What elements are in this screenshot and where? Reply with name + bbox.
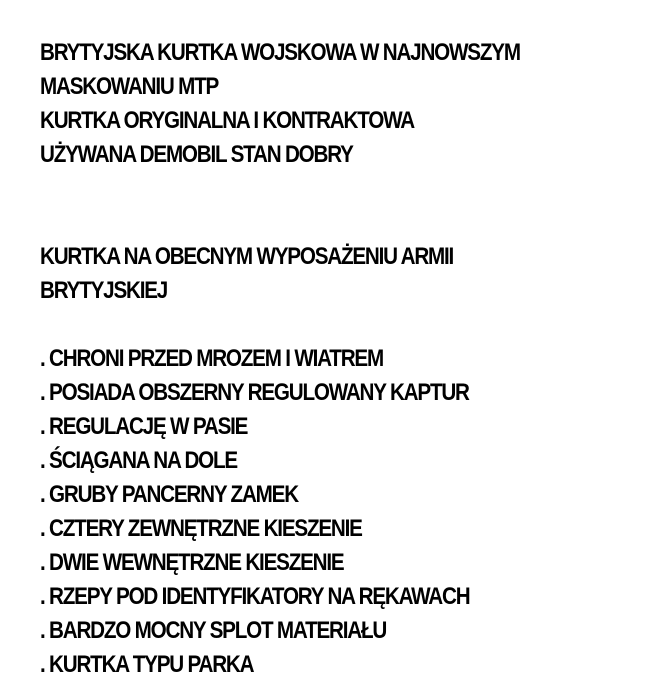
intro-line-4: UŻYWANA DEMOBIL STAN DOBRY xyxy=(40,141,353,168)
listing-document xyxy=(40,36,556,682)
feature-item: . CZTERY ZEWNĘTRZNE KIESZENIE xyxy=(40,515,362,542)
feature-item: . REGULACJĘ W PASIE xyxy=(40,413,248,440)
feature-item: . RZEPY POD IDENTYFIKATORY NA RĘKAWACH xyxy=(40,583,470,610)
intro-line-2: MASKOWANIU MTP xyxy=(40,73,219,100)
feature-item: . GRUBY PANCERNY ZAMEK xyxy=(40,481,298,508)
feature-item: . CHRONI PRZED MROZEM I WIATREM xyxy=(40,345,383,372)
features-list xyxy=(40,342,556,682)
intro-block xyxy=(40,36,556,172)
description-line-2: BRYTYJSKIEJ xyxy=(40,277,168,304)
feature-item: . DWIE WEWNĘTRZNE KIESZENIE xyxy=(40,549,344,576)
feature-item: . ŚCIĄGANA NA DOLE xyxy=(40,447,237,474)
feature-item: . POSIADA OBSZERNY REGULOWANY KAPTUR xyxy=(40,379,469,406)
intro-line-3: KURTKA ORYGINALNA I KONTRAKTOWA xyxy=(40,107,414,134)
section-spacer xyxy=(40,308,556,342)
description-line-1: KURTKA NA OBECNYM WYPOSAŻENIU ARMII xyxy=(40,243,454,270)
feature-item: . BARDZO MOCNY SPLOT MATERIAŁU xyxy=(40,617,387,644)
intro-line-1: BRYTYJSKA KURTKA WOJSKOWA W NAJNOWSZYM xyxy=(40,39,520,66)
description-block xyxy=(40,240,556,308)
feature-item: . KURTKA TYPU PARKA xyxy=(40,651,254,678)
section-spacer xyxy=(40,172,556,240)
